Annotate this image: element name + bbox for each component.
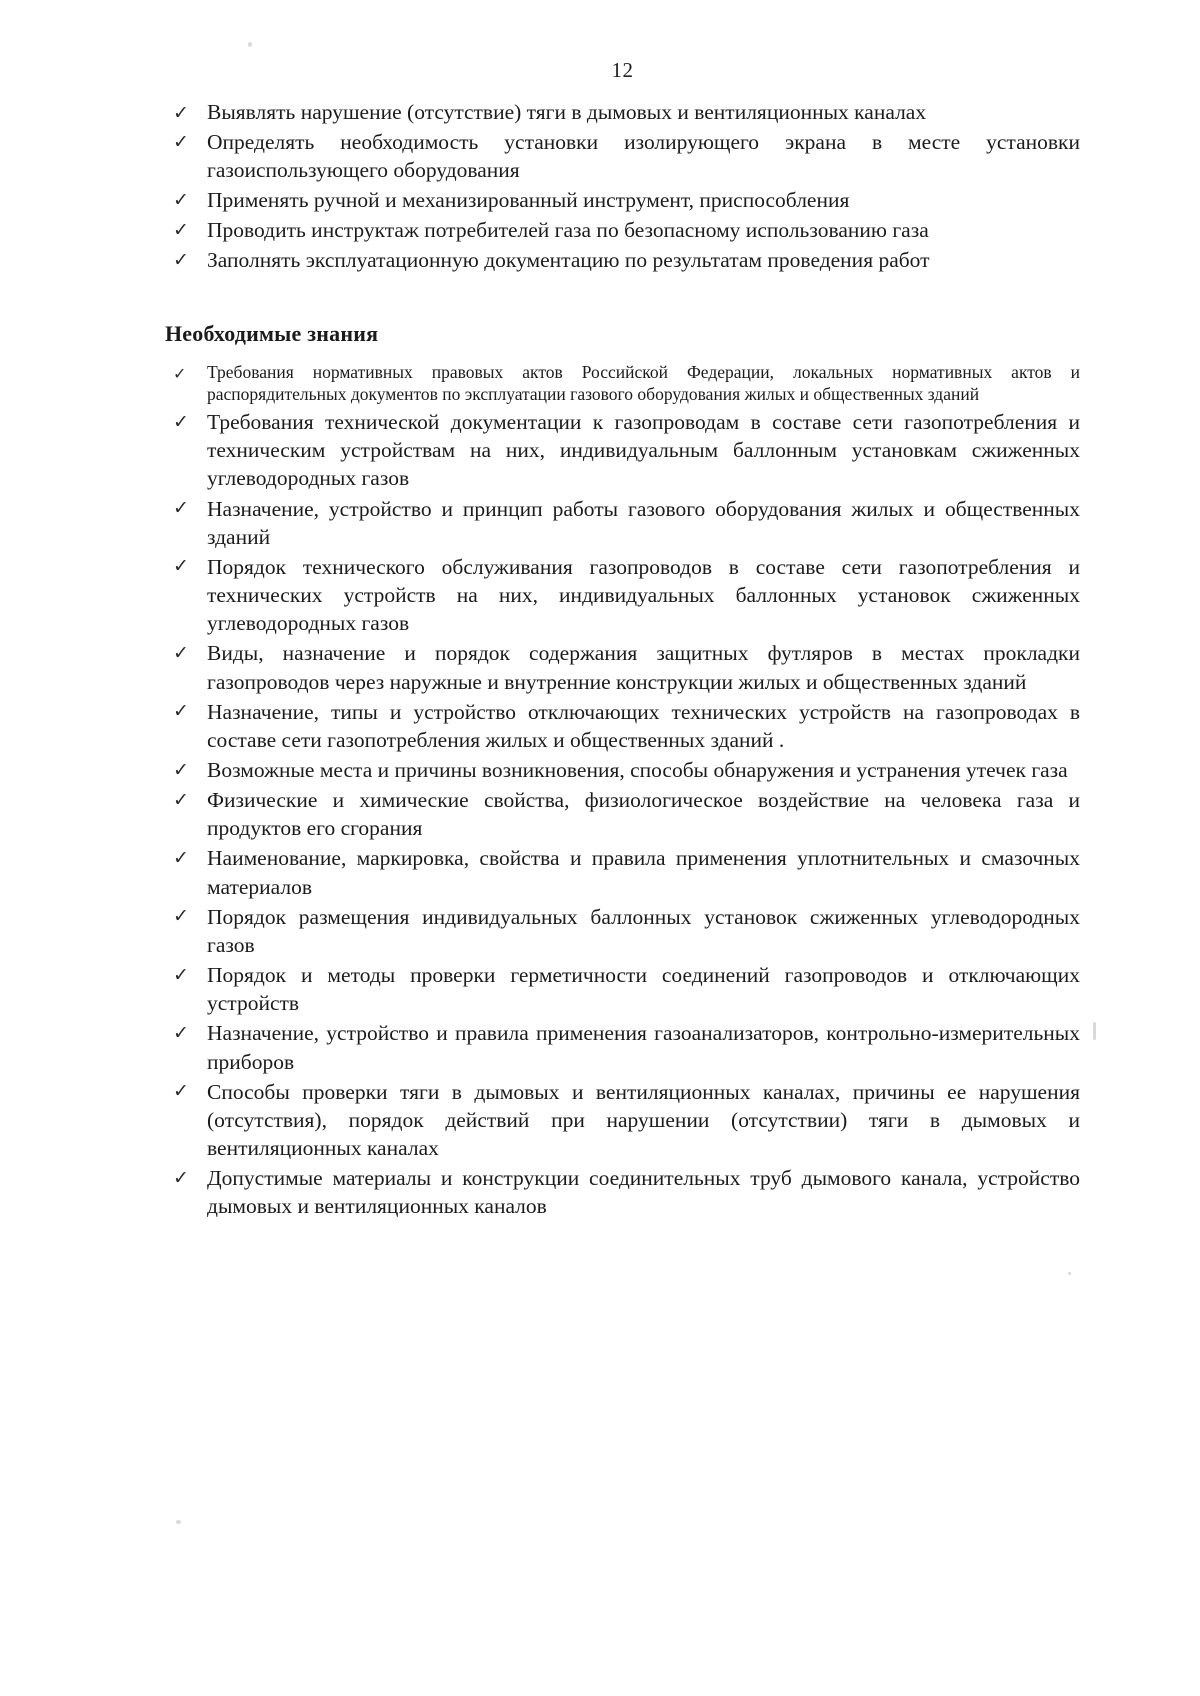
- check-icon: ✓: [173, 846, 189, 869]
- check-icon: ✓: [173, 1021, 189, 1044]
- scan-speck: [1093, 1022, 1096, 1040]
- list-item-text: Порядок размещения индивидуальных баллонных установок сжиженных углеводородных газов: [207, 904, 1080, 957]
- list-item: [165, 361, 1080, 407]
- list-item: [165, 844, 1080, 900]
- list-item: [165, 129, 1080, 185]
- check-icon: ✓: [173, 555, 189, 578]
- list-item: [165, 495, 1080, 551]
- scan-speck: [176, 1520, 181, 1524]
- scan-speck: [1068, 1272, 1071, 1275]
- list-item-text: Требования технической документации к газопроводам в составе сети газопотребления и техническим устройствам на них, индивидуальным баллонным установкам сжиженных углеводородных газов: [207, 410, 1080, 491]
- check-icon: ✓: [173, 758, 189, 781]
- list-item-text: Возможные места и причины возникновения, способы обнаружения и устранения утечек газа: [207, 758, 1068, 782]
- list-item-text: Назначение, устройство и принцип работы газового оборудования жилых и общественных зданий: [207, 496, 1080, 549]
- list-item-text: Физические и химические свойства, физиологическое воздействие на человека газа и продуктов его сгорания: [207, 788, 1080, 841]
- list-item: [165, 408, 1080, 492]
- scan-speck: [248, 42, 252, 47]
- page-number: 12: [611, 58, 634, 82]
- list-item-text: Применять ручной и механизированный инструмент, приспособления: [207, 187, 850, 212]
- check-icon: ✓: [173, 1166, 189, 1189]
- list-item: [165, 698, 1080, 754]
- check-icon: ✓: [173, 219, 189, 242]
- list-item-text: Допустимые материалы и конструкции соединительных труб дымового канала, устройство дымовых и вентиляционных каналов: [207, 1166, 1080, 1219]
- list-item-text: Наименование, маркировка, свойства и правила применения уплотнительных и смазочных материалов: [207, 846, 1080, 899]
- list-item-text: Определять необходимость установки изолирующего экрана в месте установки газоиспользующего оборудования: [207, 129, 1080, 182]
- list-item-text: Назначение, типы и устройство отключающих технических устройств на газопроводах в составе сети газопотребления жилых и общественных зданий .: [207, 699, 1080, 752]
- list-item: [165, 247, 1080, 275]
- list-item: [165, 99, 1080, 127]
- list-item: [165, 217, 1080, 245]
- list-item: [165, 961, 1080, 1017]
- check-icon: ✓: [173, 1080, 189, 1103]
- list-item: [165, 786, 1080, 842]
- check-icon: ✓: [173, 700, 189, 723]
- list-item-text: Выявлять нарушение (отсутствие) тяги в дымовых и вентиляционных каналах: [207, 100, 927, 124]
- list-item-text: Способы проверки тяги в дымовых и вентиляционных каналах, причины ее нарушения (отсутствия), порядок действий при нарушении (отсутствии) тяги в дымовых и вентиляционных каналах: [207, 1079, 1080, 1161]
- list-item: [165, 756, 1080, 784]
- list-item: [165, 187, 1080, 215]
- list-item: [165, 903, 1080, 959]
- check-icon: ✓: [173, 641, 189, 664]
- check-icon: ✓: [173, 101, 189, 124]
- check-icon: ✓: [173, 963, 189, 986]
- knowledge-list: [165, 361, 1080, 1221]
- list-item-text: Требования нормативных правовых актов Российской Федерации, локальных нормативных актов и распорядительных документов по эксплуатации газового оборудования жилых и общественных зданий: [207, 361, 1080, 405]
- list-item: [165, 1164, 1080, 1220]
- check-icon: ✓: [173, 497, 189, 520]
- duties-list: [165, 99, 1080, 275]
- list-item-text: Заполнять эксплуатационную документацию по результатам проведения работ: [207, 247, 930, 272]
- list-item: [165, 1019, 1080, 1075]
- check-icon: ✓: [173, 363, 187, 383]
- list-item-text: Порядок технического обслуживания газопроводов в составе сети газопотребления и технических устройств на них, индивидуальных баллонных установок сжиженных углеводородных газов: [207, 554, 1080, 636]
- list-item-text: Проводить инструктаж потребителей газа по безопасному использованию газа: [207, 217, 929, 242]
- list-item: [165, 1078, 1080, 1162]
- section-heading: Необходимые знания: [165, 320, 379, 346]
- check-icon: ✓: [173, 249, 189, 272]
- check-icon: ✓: [173, 131, 189, 154]
- list-item-text: Виды, назначение и порядок содержания защитных футляров в местах прокладки газопроводов через наружные и внутренние конструкции жилых и общественных зданий: [207, 641, 1080, 694]
- check-icon: ✓: [173, 905, 189, 928]
- list-item: [165, 639, 1080, 695]
- check-icon: ✓: [173, 410, 189, 433]
- check-icon: ✓: [173, 189, 189, 212]
- list-item-text: Назначение, устройство и правила применения газоанализаторов, контрольно-измерительных приборов: [207, 1021, 1080, 1074]
- check-icon: ✓: [173, 788, 189, 811]
- list-item: [165, 553, 1080, 637]
- list-item-text: Порядок и методы проверки герметичности соединений газопроводов и отключающих устройств: [207, 963, 1080, 1016]
